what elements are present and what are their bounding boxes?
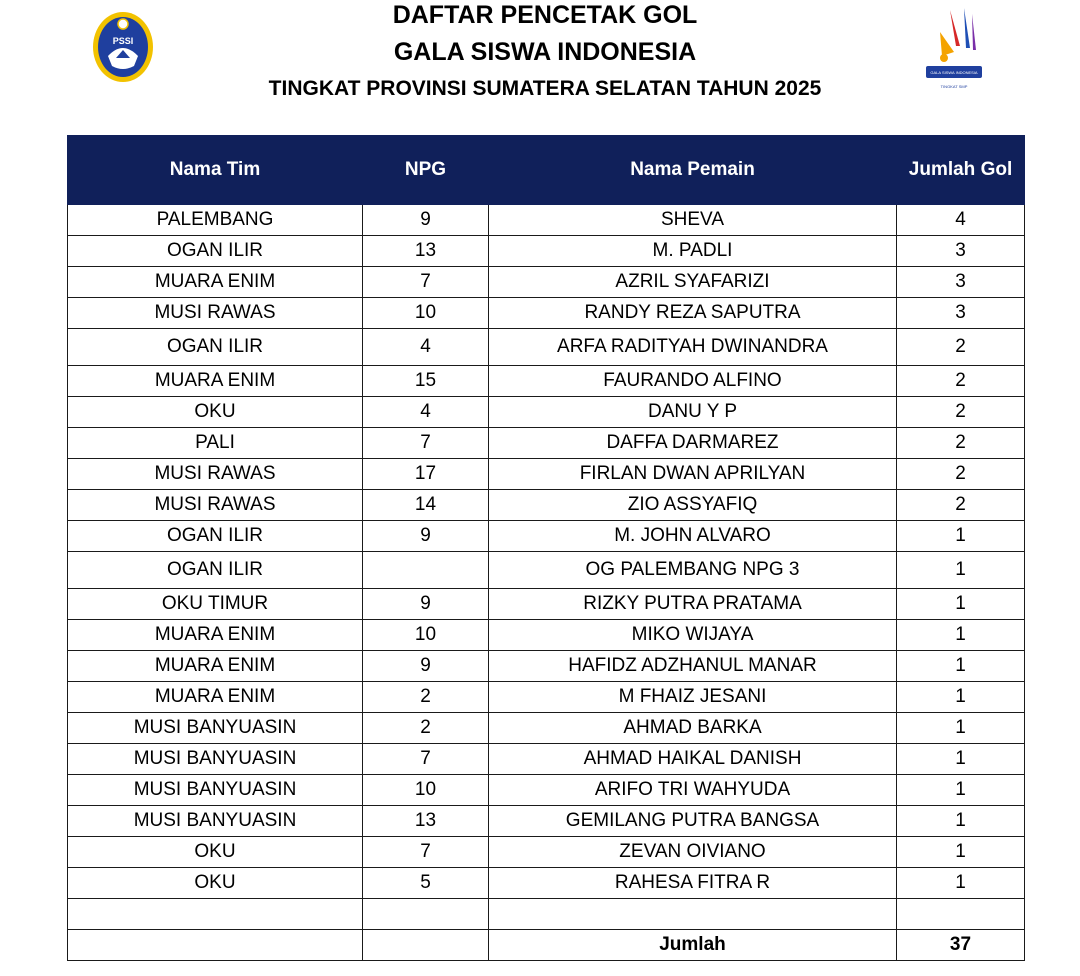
cell-npg: 14 [363,490,489,521]
cell-player: M FHAIZ JESANI [489,682,897,713]
column-header-team: Nama Tim [68,136,363,205]
page-subtitle: GALA SISWA INDONESIA [393,38,697,66]
total-row [68,930,1025,961]
cell-player: DANU Y P [489,397,897,428]
total-empty-cell [363,930,489,961]
cell-player: RAHESA FITRA R [489,868,897,899]
table-row [68,552,1025,589]
table-row [68,236,1025,267]
cell-player: RIZKY PUTRA PRATAMA [489,589,897,620]
table-row [68,837,1025,868]
cell-team: OGAN ILIR [68,329,363,366]
table-row [68,521,1025,552]
table-row [68,490,1025,521]
cell-goals: 2 [897,490,1025,521]
cell-player: RANDY REZA SAPUTRA [489,298,897,329]
svg-text:GALA SISWA INDONESIA: GALA SISWA INDONESIA [930,70,978,75]
cell-npg: 2 [363,682,489,713]
cell-goals: 3 [897,298,1025,329]
cell-goals: 4 [897,205,1025,236]
cell-npg: 5 [363,868,489,899]
blank-cell [68,899,363,930]
cell-team: PALEMBANG [68,205,363,236]
cell-goals: 1 [897,521,1025,552]
table-body [68,205,1025,961]
cell-player: AHMAD BARKA [489,713,897,744]
cell-team: MUARA ENIM [68,682,363,713]
table-row [68,775,1025,806]
cell-team: OKU [68,397,363,428]
total-label: Jumlah [489,930,897,961]
table-row [68,366,1025,397]
cell-player: AZRIL SYAFARIZI [489,267,897,298]
cell-team: MUSI RAWAS [68,490,363,521]
svg-text:PSSI: PSSI [112,36,134,46]
scorers-table [67,135,1025,961]
blank-row [68,899,1025,930]
cell-team: MUSI BANYUASIN [68,806,363,837]
cell-npg: 13 [363,806,489,837]
cell-goals: 1 [897,552,1025,589]
table-row [68,620,1025,651]
cell-team: PALI [68,428,363,459]
cell-npg: 7 [363,744,489,775]
cell-goals: 1 [897,713,1025,744]
table-row [68,589,1025,620]
cell-player: FAURANDO ALFINO [489,366,897,397]
table-row [68,806,1025,837]
table-row [68,744,1025,775]
cell-goals: 1 [897,589,1025,620]
cell-npg: 4 [363,329,489,366]
cell-team: MUARA ENIM [68,267,363,298]
cell-team: MUARA ENIM [68,620,363,651]
cell-goals: 2 [897,397,1025,428]
cell-npg: 10 [363,298,489,329]
table-row [68,298,1025,329]
page-title: DAFTAR PENCETAK GOL [392,1,698,29]
table-row [68,329,1025,366]
document-header [0,0,1080,120]
svg-text:TINGKAT SMP: TINGKAT SMP [940,84,968,89]
cell-player: ZIO ASSYAFIQ [489,490,897,521]
gala-siswa-logo-icon [920,4,988,94]
cell-npg [363,552,489,589]
cell-goals: 2 [897,366,1025,397]
cell-goals: 1 [897,682,1025,713]
blank-cell [363,899,489,930]
cell-goals: 1 [897,775,1025,806]
total-value: 37 [897,930,1025,961]
blank-cell [897,899,1025,930]
column-header-npg: NPG [363,136,489,205]
cell-player: AHMAD HAIKAL DANISH [489,744,897,775]
cell-goals: 3 [897,236,1025,267]
cell-player: SHEVA [489,205,897,236]
cell-player: DAFFA DARMAREZ [489,428,897,459]
cell-team: OGAN ILIR [68,236,363,267]
cell-team: MUSI BANYUASIN [68,775,363,806]
cell-goals: 2 [897,459,1025,490]
table-row [68,428,1025,459]
cell-team: MUSI RAWAS [68,298,363,329]
cell-player: M. JOHN ALVARO [489,521,897,552]
cell-goals: 3 [897,267,1025,298]
table-row [68,682,1025,713]
cell-team: OGAN ILIR [68,521,363,552]
cell-team: MUSI RAWAS [68,459,363,490]
cell-goals: 1 [897,868,1025,899]
cell-npg: 15 [363,366,489,397]
cell-team: MUARA ENIM [68,651,363,682]
cell-team: MUARA ENIM [68,366,363,397]
cell-goals: 2 [897,329,1025,366]
table-row [68,205,1025,236]
column-header-goals: Jumlah Gol [897,136,1025,205]
cell-goals: 1 [897,651,1025,682]
cell-npg: 9 [363,205,489,236]
cell-player: ZEVAN OIVIANO [489,837,897,868]
table-row [68,397,1025,428]
cell-goals: 1 [897,744,1025,775]
cell-team: OGAN ILIR [68,552,363,589]
page-sub-subtitle: TINGKAT PROVINSI SUMATERA SELATAN TAHUN 2025 [268,77,822,100]
cell-player: ARFA RADITYAH DWINANDRA [489,329,897,366]
table-row [68,868,1025,899]
blank-cell [489,899,897,930]
cell-player: HAFIDZ ADZHANUL MANAR [489,651,897,682]
total-empty-cell [68,930,363,961]
cell-npg: 4 [363,397,489,428]
cell-player: OG PALEMBANG NPG 3 [489,552,897,589]
cell-npg: 10 [363,775,489,806]
cell-goals: 1 [897,806,1025,837]
table-row [68,713,1025,744]
cell-team: MUSI BANYUASIN [68,744,363,775]
cell-npg: 13 [363,236,489,267]
cell-player: ARIFO TRI WAHYUDA [489,775,897,806]
cell-npg: 10 [363,620,489,651]
cell-player: FIRLAN DWAN APRILYAN [489,459,897,490]
cell-npg: 7 [363,837,489,868]
cell-player: GEMILANG PUTRA BANGSA [489,806,897,837]
cell-npg: 9 [363,651,489,682]
cell-npg: 7 [363,267,489,298]
cell-team: OKU [68,837,363,868]
cell-team: OKU TIMUR [68,589,363,620]
cell-npg: 2 [363,713,489,744]
cell-npg: 17 [363,459,489,490]
table-header-row [68,136,1025,205]
cell-goals: 1 [897,837,1025,868]
table-row [68,267,1025,298]
table-row [68,459,1025,490]
cell-player: MIKO WIJAYA [489,620,897,651]
table-row [68,651,1025,682]
column-header-player: Nama Pemain [489,136,897,205]
cell-npg: 7 [363,428,489,459]
cell-npg: 9 [363,589,489,620]
cell-goals: 2 [897,428,1025,459]
cell-npg: 9 [363,521,489,552]
cell-player: M. PADLI [489,236,897,267]
cell-team: OKU [68,868,363,899]
cell-team: MUSI BANYUASIN [68,713,363,744]
cell-goals: 1 [897,620,1025,651]
